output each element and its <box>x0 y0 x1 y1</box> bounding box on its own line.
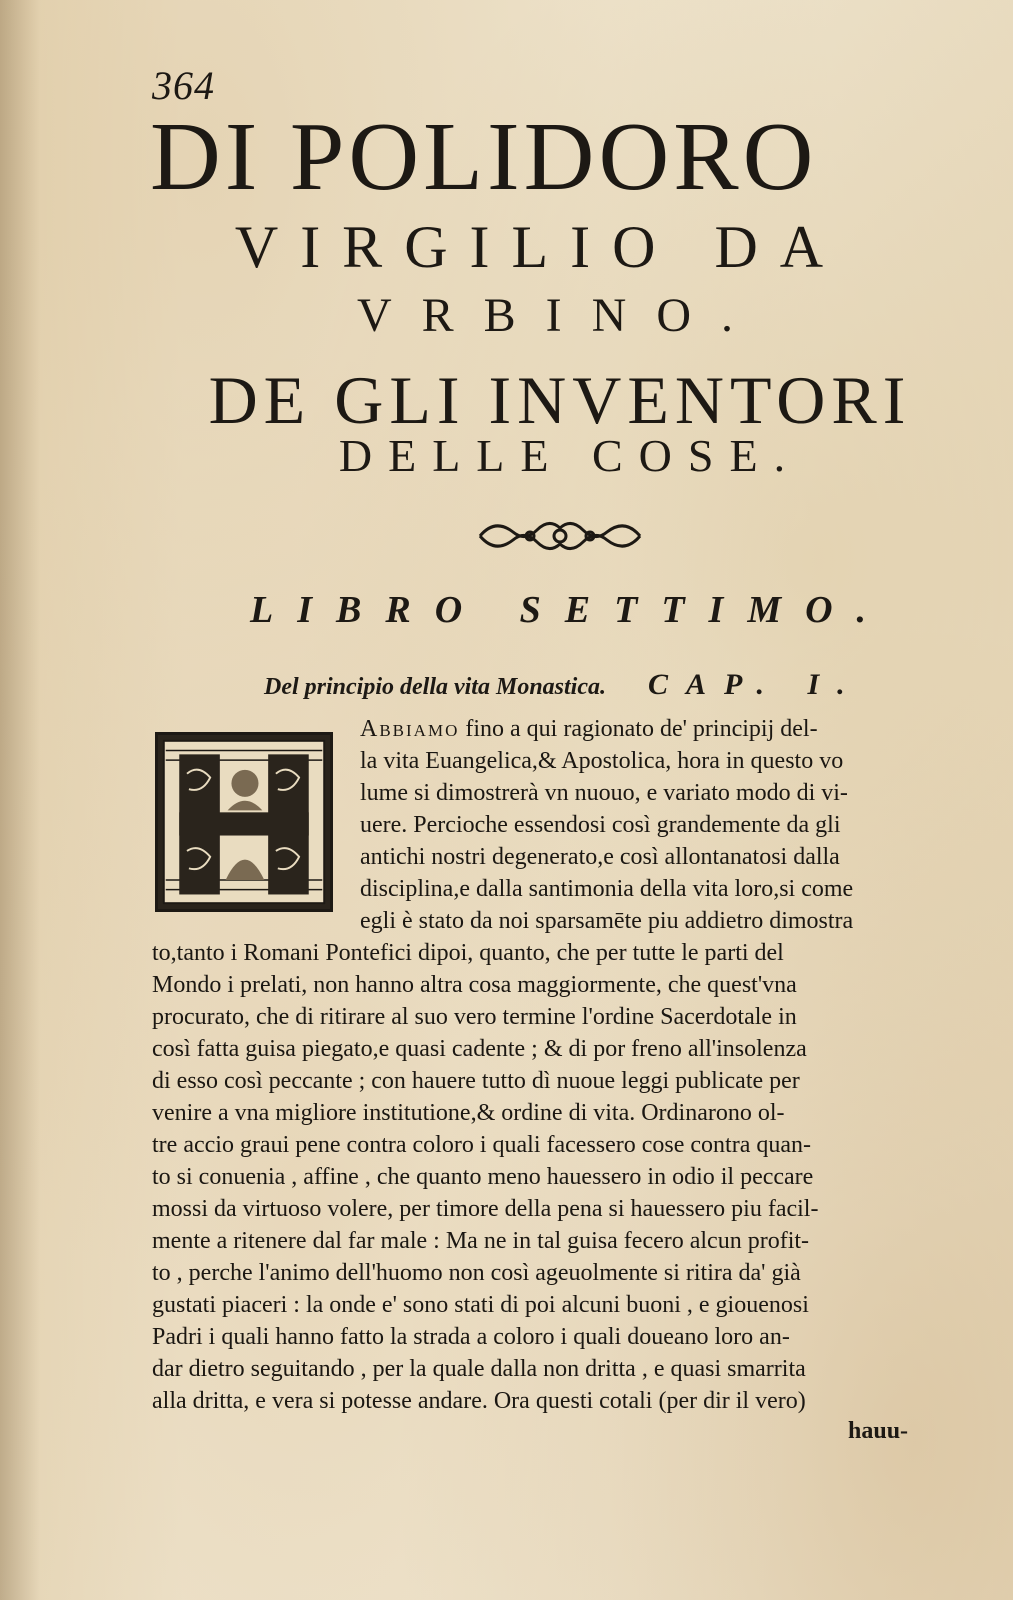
body-line-8: to,tanto i Romani Pontefici dipoi, quanto, che per tutte le parti del <box>152 940 784 966</box>
body-line-2: la vita Euangelica,& Apostolica, hora in questo vo <box>360 748 844 774</box>
body-line-10: procurato, che di ritirare al suo vero termine l'ordine Sacerdotale in <box>152 1004 797 1030</box>
body-line-14: tre accio graui pene contra coloro i quali facessero cose contra quan- <box>152 1132 812 1158</box>
title-line-2: VIRGILIO DA <box>234 214 846 280</box>
body-line-17: mente a ritenere dal far male : Ma ne in tal guisa fecero alcun profit- <box>152 1228 810 1254</box>
first-word: Abbiamo <box>360 716 460 742</box>
body-line-1 <box>360 714 818 744</box>
body-line-19: gustati piaceri : la onde e' sono stati di poi alcuni buoni , e giouenosi <box>152 1292 809 1318</box>
book-title: LIBRO SETTIMO. <box>250 589 891 631</box>
body-line-4: uere. Percioche essendosi così grandemente da gli <box>360 812 841 838</box>
body-line-22: alla dritta, e vera si potesse andare. Ora questi cotali (per dir il vero) <box>152 1388 806 1414</box>
body-line-11: così fatta guisa piegato,e quasi cadente ; & di por freno all'insolenza <box>152 1036 807 1062</box>
body-line-9: Mondo i prelati, non hanno altra cosa maggiormente, che quest'vna <box>152 972 797 998</box>
body-line-18: to , perche l'animo dell'huomo non così ageuolmente si ritira da' già <box>152 1260 801 1286</box>
chapter-label: CAP. I. <box>648 668 863 701</box>
body-line-21: dar dietro seguitando , per la quale dalla non dritta , e quasi smarrita <box>152 1356 806 1382</box>
body-line-20: Padri i quali hanno fatto la strada a coloro i quali doueano loro an- <box>152 1324 790 1350</box>
body-line-12: di esso così peccante ; con hauere tutto dì nuoue leggi publicate per <box>152 1068 800 1094</box>
title-line-5: DELLE COSE. <box>338 430 802 481</box>
body-line-15: to si conuenia , affine , che quanto meno hauessero in odio il peccare <box>152 1164 814 1190</box>
body-line-5: antichi nostri degenerato,e così allontanatosi dalla <box>360 844 840 870</box>
catchword: hauu- <box>848 1418 909 1444</box>
body-line-16: mossi da virtuoso volere, per timore della pena si hauessero piu facil- <box>152 1196 819 1222</box>
chapter-title: Del principio della vita Monastica. <box>264 674 606 700</box>
body-line-3: lume si dimostrerà vn nuouo, e variato modo di vi- <box>360 780 848 806</box>
body-line-6: disciplina,e dalla santimonia della vita loro,si come <box>360 876 854 902</box>
page-number: 364 <box>152 63 215 108</box>
body-line-7: egli è stato da noi sparsamēte piu addietro dimostra <box>360 908 854 934</box>
title-line-1: DI POLIDORO <box>150 103 818 211</box>
body-line-text: fino a qui ragionato de' principij del- <box>459 716 818 742</box>
title-line-4: DE GLI INVENTORI <box>208 362 912 438</box>
body-line-13: venire a vna migliore institutione,& ordine di vita. Ordinarono ol- <box>152 1100 785 1126</box>
title-line-3: VRBINO. <box>356 289 763 342</box>
